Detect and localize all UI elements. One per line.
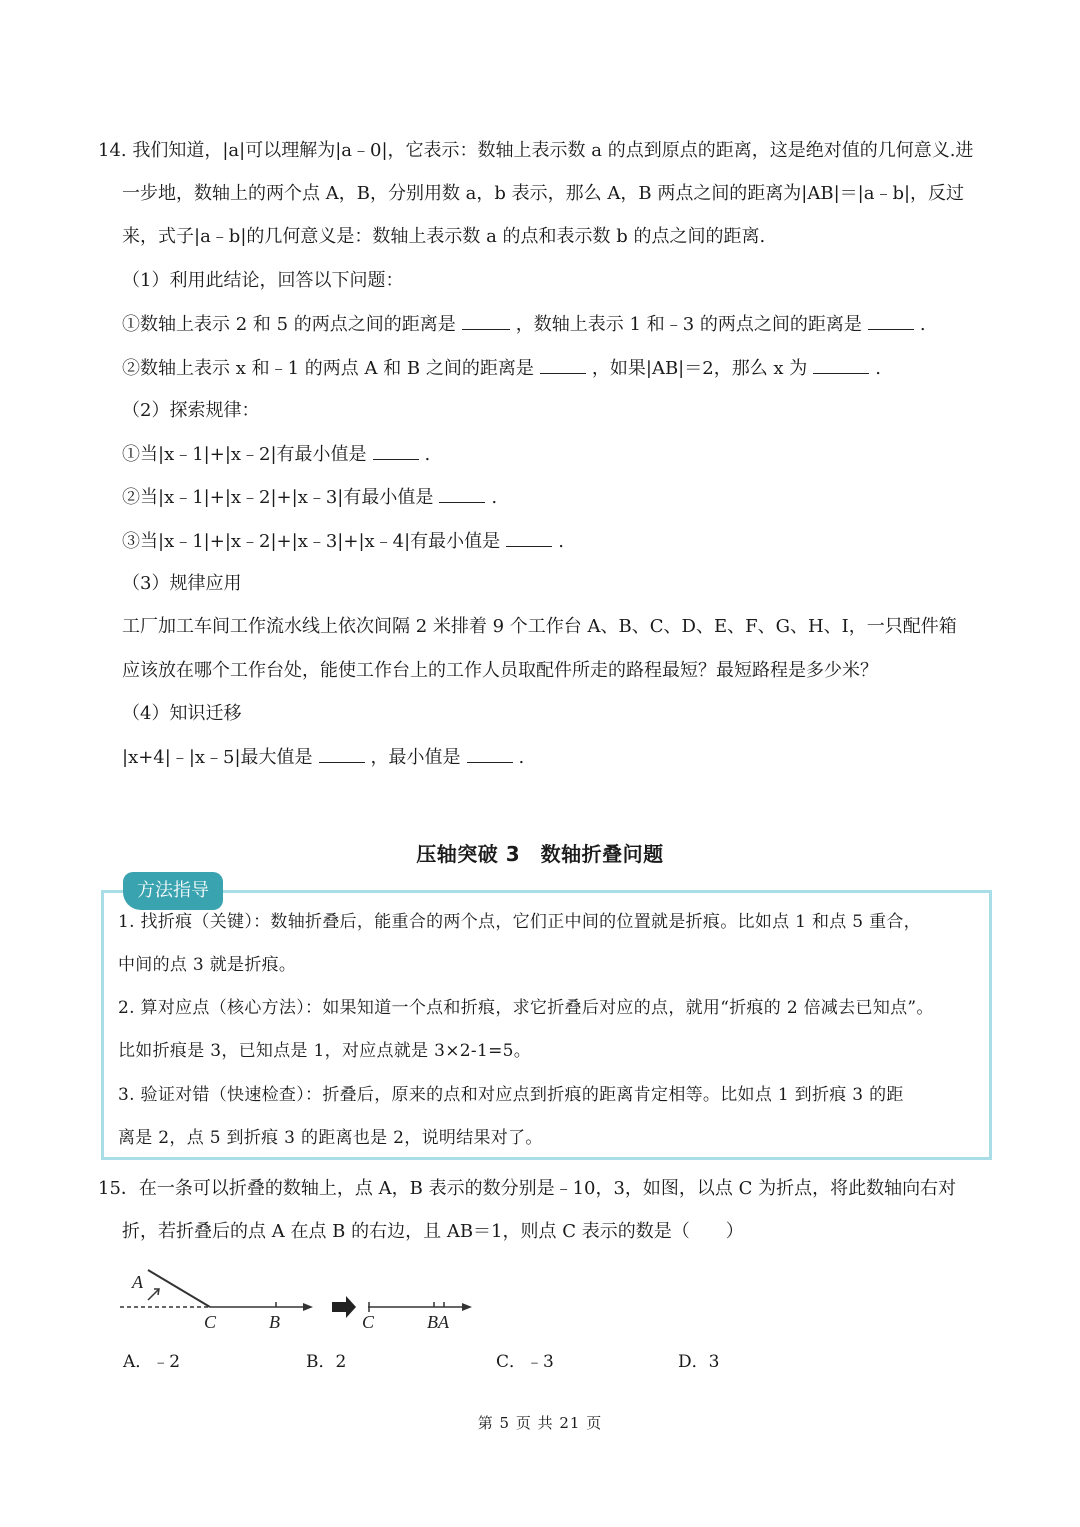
q14-part1-b-mid: ，如果|AB|＝2，那么 x 为: [591, 358, 808, 379]
label-b: B: [269, 1312, 280, 1332]
transform-arrow-icon: [332, 1296, 356, 1318]
method-line-3: 2. 算对应点（核心方法）：如果知道一个点和折痕，求它折叠后对应的点，就用“折痕的 2 倍减去已知点”。: [118, 998, 934, 1018]
answer-blank: [373, 441, 419, 460]
q14-part1-a-mid: ，数轴上表示 1 和﹣3 的两点之间的距离是: [515, 314, 862, 335]
q14-part2-a: [122, 441, 430, 468]
method-line-6: 离是 2，点 5 到折痕 3 的距离也是 2，说明结果对了。: [118, 1128, 543, 1148]
axis-arrow-left: [303, 1303, 313, 1311]
q14-part4-mid: ，最小值是: [370, 747, 461, 768]
answer-blank: [506, 528, 552, 547]
period: .: [558, 531, 564, 552]
q14-part3-line-1: 工厂加工车间工作流水线上依次间隔 2 米排着 9 个工作台 A、B、C、D、E、F、G、H、I，一只配件箱: [122, 616, 957, 637]
label-c: C: [204, 1312, 217, 1332]
label-c-folded: C: [362, 1312, 375, 1332]
answer-blank: [868, 311, 914, 330]
q14-line-2: 一步地，数轴上的两个点 A，B，分别用数 a，b 表示，那么 A，B 两点之间的距离为|AB|＝|a﹣b|，反过: [122, 183, 965, 204]
answer-blank: [319, 744, 365, 763]
method-tab: 方法指导: [123, 872, 223, 910]
option-c: C．﹣3: [496, 1352, 554, 1372]
q14-part1-b-text: ②数轴上表示 x 和﹣1 的两点 A 和 B 之间的距离是: [122, 358, 534, 379]
q14-part1-a-text: ①数轴上表示 2 和 5 的两点之间的距离是: [122, 314, 456, 335]
q14-line-3: 来，式子|a﹣b|的几何意义是：数轴上表示数 a 的点和表示数 b 的点之间的距离.: [122, 226, 766, 247]
option-d: D．3: [678, 1352, 720, 1372]
method-line-1: 1. 找折痕（关键）：数轴折叠后，能重合的两个点，它们正中间的位置就是折痕。比如点 1 和点 5 重合，: [118, 912, 921, 932]
period: .: [919, 314, 926, 335]
q14-line-1: 14. 我们知道，|a|可以理解为|a﹣0|，它表示：数轴上表示数 a 的点到原点的距离，这是绝对值的几何意义.进: [98, 140, 974, 161]
q15-line-1: 15．在一条可以折叠的数轴上，点 A，B 表示的数分别是﹣10，3，如图，以点 C 为折点，将此数轴向右对: [98, 1178, 957, 1199]
q14-part1-b: [122, 355, 881, 382]
q14-part4-text: |x+4|﹣|x﹣5|最大值是: [122, 747, 313, 768]
period: .: [875, 358, 882, 379]
option-a: A．﹣2: [123, 1352, 181, 1372]
q14-part2-title: （2）探索规律：: [122, 400, 260, 421]
q14-part2-b-text: ②当|x﹣1|+|x﹣2|+|x﹣3|有最小值是: [122, 487, 434, 508]
period: .: [518, 747, 525, 768]
answer-blank: [439, 484, 485, 503]
page-footer: 第 5 页 共 21 页: [477, 1414, 603, 1432]
method-line-5: 3. 验证对错（快速检查）：折叠后，原来的点和对应点到折痕的距离肯定相等。比如点 1 到折痕 3 的距: [118, 1085, 904, 1105]
period: .: [491, 487, 498, 508]
fold-arrow: [148, 1290, 158, 1300]
method-line-4: 比如折痕是 3，已知点是 1，对应点就是 3×2-1=5。: [118, 1041, 532, 1061]
q14-part4: [122, 744, 524, 771]
method-line-2: 中间的点 3 就是折痕。: [118, 955, 297, 975]
q14-part2-a-text: ①当|x﹣1|+|x﹣2|有最小值是: [122, 444, 367, 465]
q14-part4-title: （4）知识迁移: [122, 703, 242, 724]
axis-arrow-right: [462, 1303, 472, 1311]
q14-part2-c: [122, 528, 564, 555]
answer-blank: [540, 355, 586, 374]
q14-part1-title: （1）利用此结论，回答以下问题：: [122, 270, 404, 291]
option-b: B．2: [306, 1352, 347, 1372]
answer-blank: [467, 744, 513, 763]
label-ba-folded: BA: [427, 1312, 449, 1332]
q14-part2-c-text: ③当|x﹣1|+|x﹣2|+|x﹣3|+|x﹣4|有最小值是: [122, 531, 501, 552]
q14-part1-a: [122, 311, 926, 338]
period: .: [424, 444, 431, 465]
section-title: 压轴突破 3 数轴折叠问题: [416, 842, 664, 866]
label-a: A: [132, 1272, 143, 1292]
q14-part2-b: [122, 484, 497, 511]
folding-number-line-figure: [118, 1262, 478, 1340]
q15-line-2: 折，若折叠后的点 A 在点 B 的右边，且 AB＝1，则点 C 表示的数是（ ）: [122, 1221, 744, 1242]
q14-part3-line-2: 应该放在哪个工作台处，能使工作台上的工作人员取配件所走的路程最短？最短路程是多少米？: [122, 660, 878, 681]
answer-blank: [462, 311, 510, 330]
q14-part3-title: （3）规律应用: [122, 573, 242, 594]
answer-blank: [813, 355, 869, 374]
